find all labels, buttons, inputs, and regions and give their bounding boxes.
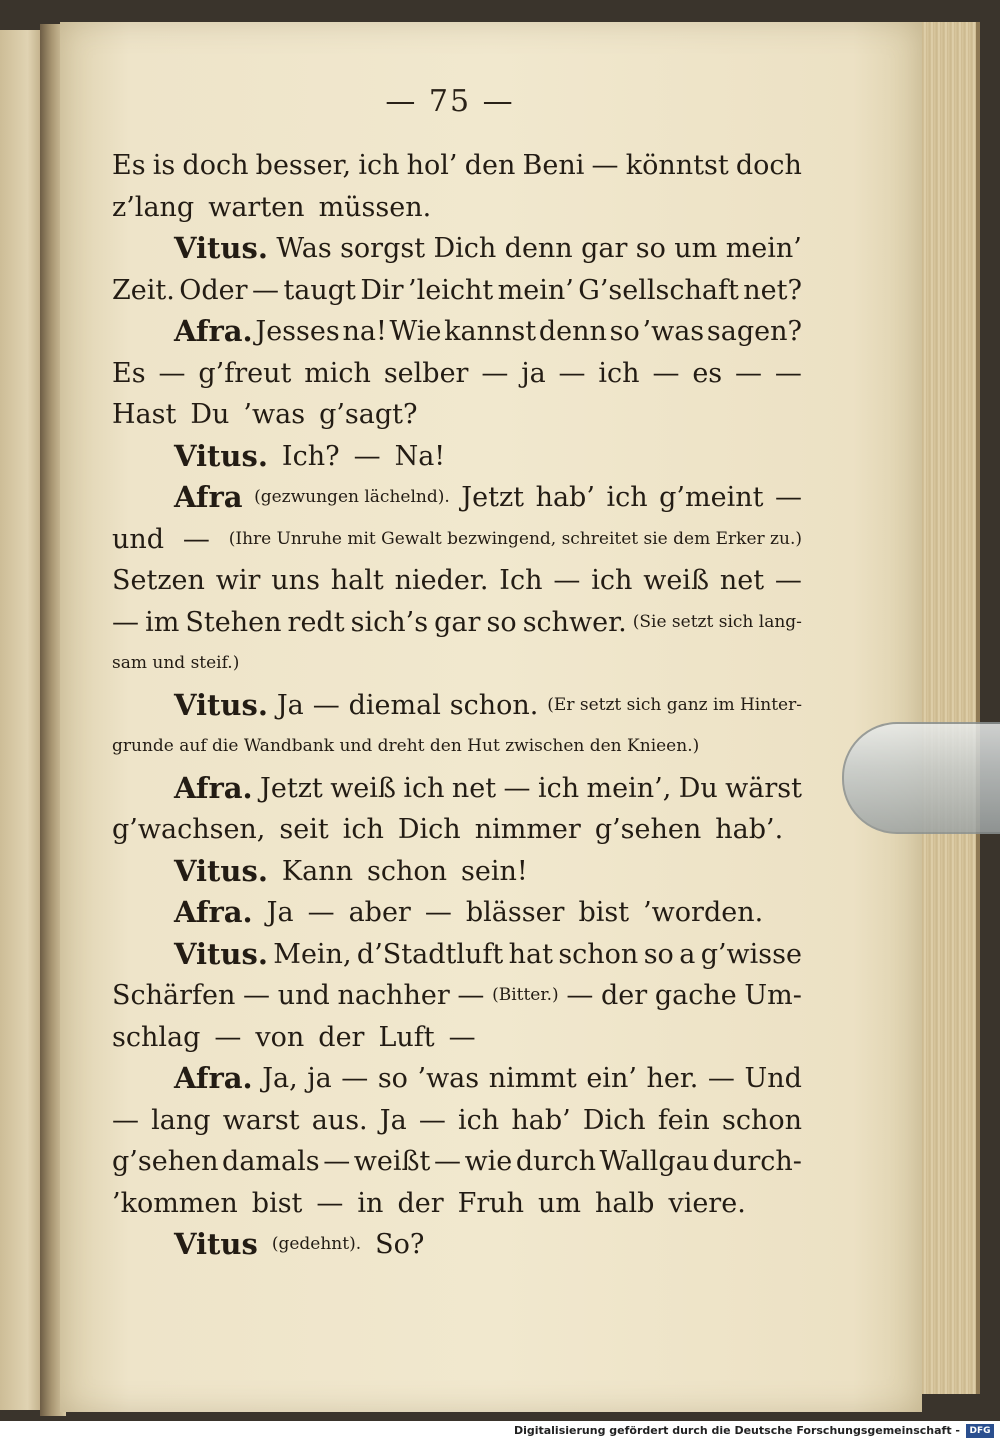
word: z’lang — [112, 191, 195, 223]
word: Um- — [744, 980, 802, 1011]
word: so — [486, 606, 517, 638]
word: Schärfen — [112, 980, 236, 1011]
word: — — [774, 565, 802, 596]
text-line — [112, 1183, 802, 1225]
word: g’wachsen, — [112, 814, 266, 845]
word: Dir — [360, 274, 404, 306]
word: — — [353, 440, 381, 472]
word: nieder. — [394, 565, 489, 596]
text-line — [112, 975, 802, 1017]
text-line — [112, 643, 802, 685]
word: ’was — [642, 316, 705, 347]
word: Und — [744, 1063, 802, 1094]
word: Du — [190, 399, 230, 430]
word: ja — [521, 357, 546, 389]
text-line — [112, 851, 802, 893]
text-line — [112, 394, 802, 436]
word: — — [566, 980, 594, 1011]
text-line — [112, 1058, 802, 1100]
text-line — [112, 602, 802, 644]
word: g’sagt? — [319, 399, 418, 430]
word: — — [652, 357, 680, 389]
word: ich — [403, 772, 445, 804]
word: bist — [578, 897, 630, 928]
word: taugt — [283, 274, 356, 306]
word: Jetzt — [260, 772, 323, 804]
word: hol’ — [406, 150, 458, 181]
word: — — [158, 357, 186, 389]
text-line — [112, 1141, 802, 1183]
word: ein’ — [586, 1063, 637, 1094]
word: G’sellschaft — [578, 274, 739, 306]
speaker-name: Vitus — [174, 1227, 258, 1261]
text-line — [112, 228, 802, 270]
word: schon — [721, 1104, 802, 1136]
word: na! — [342, 316, 387, 347]
word: durch — [515, 1146, 596, 1177]
word: ich — [606, 482, 648, 513]
speaker-name: Afra. — [174, 1061, 253, 1095]
word: so — [643, 938, 674, 970]
word: — — [775, 482, 802, 513]
word: blässer — [465, 897, 565, 928]
word: — — [433, 1146, 461, 1177]
word: aber — [348, 897, 411, 928]
stage-direction: (gedehnt). — [271, 1234, 362, 1254]
word: selber — [383, 357, 469, 389]
word: — — [503, 772, 531, 804]
word: und — [277, 980, 330, 1011]
word: schon — [558, 938, 639, 970]
word: warst — [222, 1104, 300, 1136]
word: ’was — [243, 399, 306, 430]
word: im — [145, 606, 180, 638]
word: weiß — [330, 772, 396, 804]
word: g’freut — [198, 357, 292, 389]
word: — — [112, 606, 139, 638]
word: damals — [222, 1146, 320, 1177]
word: Kann — [281, 855, 353, 887]
word: ich — [342, 814, 384, 845]
word: Stehen — [185, 606, 282, 638]
word: — — [243, 980, 271, 1011]
word: durch- — [712, 1146, 802, 1177]
stage-direction: (Bitter.) — [492, 985, 559, 1005]
word: halt — [330, 565, 384, 596]
word: Ich — [499, 565, 543, 596]
word: ja — [307, 1063, 332, 1094]
word: hab’. — [715, 814, 784, 845]
word: Was — [276, 233, 332, 264]
word: — — [307, 897, 335, 928]
word: nimmt — [488, 1063, 577, 1094]
word: hab’ — [535, 482, 595, 513]
speaker-name: Vitus. — [174, 936, 268, 971]
word: — — [553, 565, 581, 596]
funding-notice: Digitalisierung gefördert durch die Deutsche Forschungsgemeinschaft - — [513, 1424, 960, 1437]
word: seit — [279, 814, 329, 845]
word: doch — [182, 150, 249, 181]
word: Ja — [276, 689, 304, 721]
word: Jetzt — [461, 482, 525, 513]
stage-direction: sam und steif.) — [112, 653, 240, 673]
speaker-name: Vitus. — [174, 231, 268, 265]
word: — — [707, 1063, 735, 1094]
word: — — [312, 689, 340, 721]
word: a — [679, 938, 696, 970]
word: g’sehen — [112, 1146, 219, 1177]
word: Ja, — [262, 1063, 298, 1094]
word: gar — [581, 233, 628, 264]
text-line — [112, 934, 802, 976]
word: Ich? — [281, 440, 340, 472]
word: Ja — [379, 1104, 407, 1136]
text-line — [112, 1224, 802, 1266]
word: kannst — [444, 316, 537, 347]
speaker-name: Afra. — [174, 770, 253, 805]
text-line — [112, 353, 802, 395]
text-line — [112, 187, 802, 229]
word: schwer. — [522, 606, 627, 638]
word: net — [451, 772, 497, 804]
word: — — [323, 1146, 351, 1177]
word: aus. — [311, 1104, 368, 1136]
word: Mein, — [273, 938, 352, 970]
word: g’wisse — [700, 938, 802, 970]
word: — — [112, 1104, 139, 1136]
word: — — [424, 897, 452, 928]
word: — — [316, 1187, 344, 1219]
word: mich — [304, 357, 371, 389]
text-line — [112, 1100, 802, 1142]
stage-direction: (gezwungen lächelnd). — [254, 487, 450, 507]
word: Zeit. — [112, 274, 175, 306]
text-line — [112, 519, 802, 561]
word: net — [719, 565, 765, 596]
word: gache — [654, 980, 737, 1011]
word: d’Stadtluft — [356, 938, 504, 970]
text-line — [112, 311, 802, 353]
word: der — [397, 1187, 444, 1219]
word: so — [377, 1063, 408, 1094]
word: gar — [434, 606, 481, 638]
word: denn — [504, 233, 573, 264]
word: — — [448, 1021, 476, 1053]
word: ’leicht — [408, 274, 494, 306]
text-line — [112, 436, 802, 478]
word: doch — [735, 150, 802, 181]
word: schon — [366, 855, 447, 887]
word: — — [457, 980, 485, 1011]
text-line — [112, 726, 802, 768]
text-line — [112, 560, 802, 602]
word: mein’, — [586, 772, 672, 804]
speaker-name: Afra. — [174, 314, 253, 348]
word: — — [774, 357, 802, 389]
word: — — [252, 274, 279, 306]
word: mein’ — [497, 274, 574, 306]
word: mein’ — [725, 233, 802, 264]
word: net? — [743, 274, 802, 306]
page-number: — 75 — — [385, 84, 515, 119]
speaker-name: Afra — [174, 480, 243, 514]
word: Beni — [522, 150, 585, 181]
word: ich — [598, 357, 640, 389]
stage-direction: (Ihre Unruhe mit Gewalt bezwingend, schreitet sie dem Erker zu.) — [228, 528, 802, 549]
text-line — [112, 145, 802, 187]
word: hat — [508, 938, 553, 970]
word: sorgst — [340, 233, 426, 264]
word: Luft — [378, 1021, 435, 1053]
word: in — [357, 1187, 384, 1219]
speaker-name: Vitus. — [174, 687, 268, 722]
word: Dich — [433, 233, 497, 264]
word: Ja — [266, 897, 294, 928]
text-line — [112, 270, 802, 312]
word: Es — [112, 357, 146, 389]
word: Setzen — [112, 565, 205, 596]
word: diemal — [348, 689, 441, 721]
word: g’meint — [659, 482, 764, 513]
word: ’was — [417, 1063, 480, 1094]
stage-direction: (Sie setzt sich lang- — [632, 611, 802, 632]
word: ich — [537, 772, 580, 804]
word: Wallgau — [599, 1146, 710, 1177]
word: Dich — [397, 814, 461, 845]
word: Fruh — [457, 1187, 525, 1219]
word: ich — [358, 150, 400, 181]
word: ich — [591, 565, 633, 596]
text-line — [112, 1017, 802, 1059]
word: wie — [464, 1146, 513, 1177]
text-line — [112, 768, 802, 810]
word: ich — [458, 1104, 500, 1136]
word: der — [601, 980, 648, 1011]
word: halb — [595, 1187, 655, 1219]
word: Wie — [389, 316, 442, 347]
word: uns — [271, 565, 320, 596]
word: sagen? — [706, 316, 802, 347]
word: weißt — [353, 1146, 431, 1177]
word: nimmer — [474, 814, 581, 845]
word: nachher — [337, 980, 450, 1011]
word: um — [674, 233, 718, 264]
word: der — [318, 1021, 365, 1053]
word: hab’ — [511, 1104, 571, 1136]
word: besser, — [255, 150, 352, 181]
text-line — [112, 477, 802, 519]
word: wir — [215, 565, 261, 596]
stage-direction: grunde auf die Wandbank und dreht den Hut zwischen den Knieen.) — [112, 736, 700, 756]
word: sein! — [460, 855, 528, 887]
text-block — [112, 145, 802, 1266]
speaker-name: Afra. — [174, 895, 253, 929]
word: Na! — [394, 440, 446, 472]
stage-direction: (Er setzt sich ganz im Hinter- — [547, 694, 802, 715]
word: is — [152, 150, 176, 181]
word: so — [609, 316, 640, 347]
word: Du — [678, 772, 718, 804]
word: — — [591, 150, 619, 181]
word: — — [214, 1021, 242, 1053]
page-clip — [842, 722, 1000, 834]
word: lang — [151, 1104, 211, 1136]
word: es — [692, 357, 723, 389]
word: und — [112, 523, 165, 555]
word: weiß — [643, 565, 709, 596]
word: Oder — [179, 274, 248, 306]
word: — — [558, 357, 586, 389]
text-line — [112, 809, 802, 851]
word: bist — [251, 1187, 303, 1219]
word: schon. — [449, 689, 539, 721]
word: denn — [538, 316, 607, 347]
word: müssen. — [318, 191, 432, 223]
text-line — [112, 685, 802, 727]
word: redt — [287, 606, 345, 638]
word: Hast — [112, 399, 177, 430]
word: so — [635, 233, 666, 264]
word: — — [481, 357, 509, 389]
word: könntst — [625, 150, 729, 181]
word: — — [735, 357, 763, 389]
word: schlag — [112, 1021, 201, 1053]
word: Dich — [582, 1104, 646, 1136]
word: So? — [375, 1229, 425, 1260]
word: den — [464, 150, 516, 181]
word: Jesses — [255, 316, 340, 347]
word: ’kommen — [112, 1187, 238, 1219]
word: Es — [112, 150, 146, 181]
word: wärst — [725, 772, 802, 804]
word: warten — [208, 191, 305, 223]
word: viere. — [668, 1187, 746, 1219]
speaker-name: Vitus. — [174, 853, 268, 888]
speaker-name: Vitus. — [174, 438, 268, 473]
word: von — [255, 1021, 305, 1053]
word: — — [341, 1063, 369, 1094]
word: um — [538, 1187, 582, 1219]
dfg-logo: DFG — [966, 1424, 994, 1438]
word: g’sehen — [594, 814, 702, 845]
word: fein — [657, 1104, 710, 1136]
word: her. — [646, 1063, 699, 1094]
word: — — [418, 1104, 446, 1136]
word: — — [182, 523, 210, 555]
text-line — [112, 892, 802, 934]
word: sich’s — [350, 606, 429, 638]
word: ’worden. — [643, 897, 764, 928]
